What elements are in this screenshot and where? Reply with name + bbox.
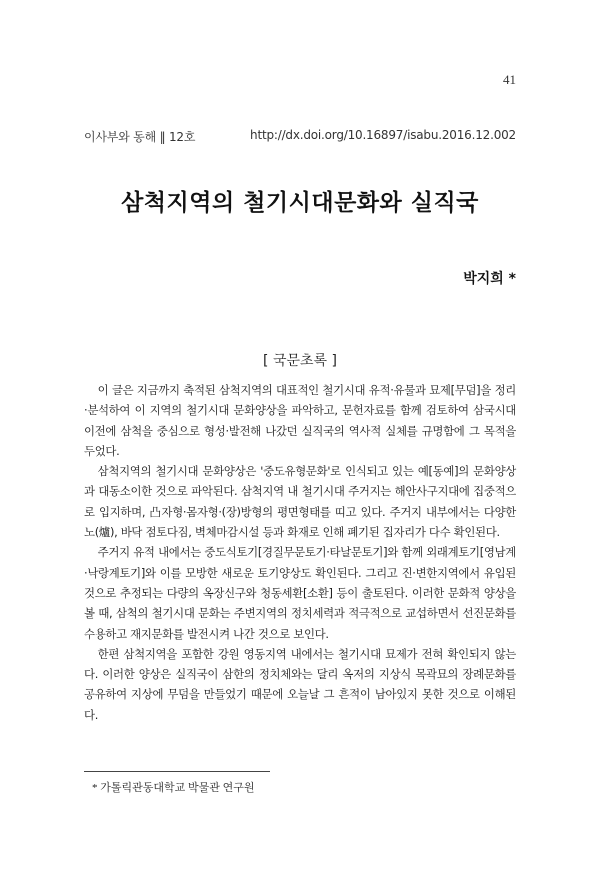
paper-title: 삼척지역의 철기시대문화와 실직국 xyxy=(121,190,479,216)
abstract-paragraph: 한편 삼척지역을 포함한 강원 영동지역 내에서는 철기시대 묘제가 전혀 확인되지 않는다. 이러한 양상은 실직국이 삼한의 정치체와는 달리 옥저의 지상식 목곽묘의 장례문화를 공유하여 지상에 무덤을 만들었기 때문에 오늘날 그 흔적이 남아있지 못한 것으로 이해된다. xyxy=(84,646,516,722)
abstract-body xyxy=(84,380,516,725)
journal-name: 이사부와 동해 ‖ 12호 xyxy=(84,130,196,144)
author-name: 박지희 * xyxy=(463,271,516,287)
abstract-paragraph: 삼척지역의 철기시대 문화양상은 '중도유형문화'로 인식되고 있는 예[동예]의 문화양상과 대동소이한 것으로 파악된다. 삼척지역 내 철기시대 주거지는 해안사구지대에 집중적으로 입지하며, 凸자형·몸자형·(장)방형의 평면형태를 띠고 있다. 주거지 내부에서는 다양한 노(爐), 바닥 점토다짐, 벽체마감시설 등과 화재로 인해 폐기된 집자리가 다수 확인된다. xyxy=(84,464,516,540)
running-header xyxy=(84,128,516,145)
abstract-paragraph: 이 글은 지금까지 축적된 삼척지역의 대표적인 철기시대 유적·유물과 묘제[무덤]을 정리·분석하여 이 지역의 철기시대 문화양상을 파악하고, 문헌자료를 함께 검토하여 삼국시대 이전에 삼척을 중심으로 형성·발전해 나갔던 실직국의 역사적 실체를 규명함에 그 목적을 두었다. xyxy=(84,383,516,458)
abstract-heading: [ 국문초록 ] xyxy=(263,353,337,369)
author-affiliation-footnote: * 가톨릭관동대학교 박물관 연구원 xyxy=(92,782,255,794)
doi-link[interactable]: http://dx.doi.org/10.16897/isabu.2016.12.002 xyxy=(250,128,516,142)
abstract-paragraph: 주거지 유적 내에서는 중도식토기[경질무문토기·타날문토기]와 함께 외래계토기[영남계·낙랑계토기]와 이를 모방한 새로운 토기양상도 확인된다. 그리고 진·변한지역에서 유입된 것으로 추정되는 다량의 옥장신구와 청동세환[소환] 등이 출토된다. 이러한 문화적 양상을 볼 때, 삼척의 철기시대 문화는 주변지역의 정치세력과 적극적으로 교섭하면서 선진문화를 수용하고 재지문화를 발전시켜 나간 것으로 보인다. xyxy=(84,545,516,641)
page-number: 41 xyxy=(503,72,516,87)
footnote-divider xyxy=(84,771,270,772)
